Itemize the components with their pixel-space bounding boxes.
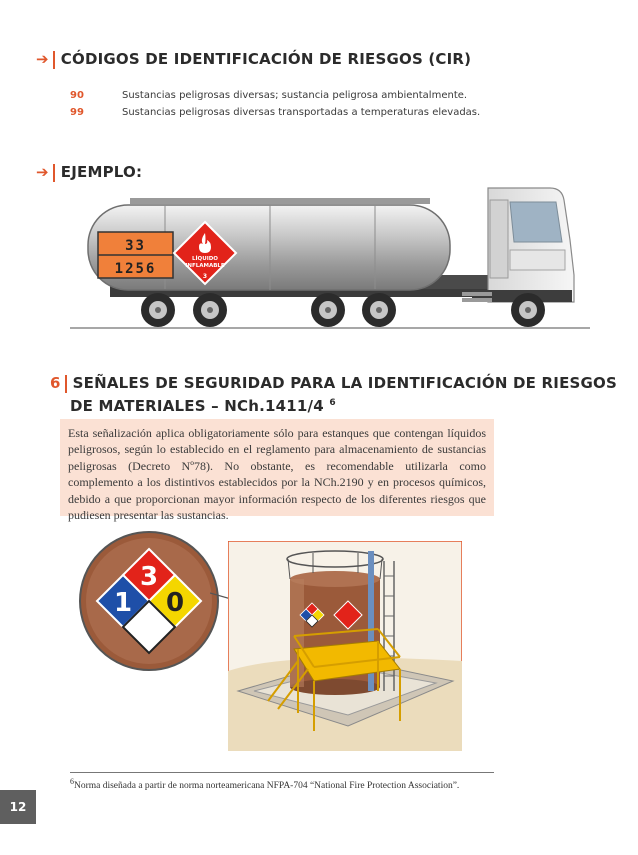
nfpa-reactivity: 0 <box>165 588 185 618</box>
nfpa-flammability: 3 <box>139 562 159 592</box>
storage-tank-illustration <box>228 541 462 751</box>
section6-paragraph: Esta señalización aplica obligatoriamente sólo para estanques que contengan líquidos peligrosos, según lo establecido en el reglamento para almacenamiento de sustancias peligrosas (Decreto Nº78). No obstante, es recomendable utilizarla como complemento a los distintivos establecidos por la NCh.2190 y en procesos químicos, debido a que proporcionan mayor información respecto de los diferentes riesgos que pudiesen presentar las sustancias. <box>60 419 494 516</box>
diamond-line2: INFLAMABLE <box>185 263 225 269</box>
diamond-class: 3 <box>202 273 208 280</box>
page-number: 12 <box>0 790 36 824</box>
cir-code: 90 <box>70 90 84 101</box>
diamond-line1: LÍQUIDO <box>192 256 218 262</box>
section6-title-footnote-mark: 6 <box>329 398 336 408</box>
nfpa-diamond-closeup <box>78 530 220 672</box>
footnote <box>70 777 459 791</box>
section6-heading <box>50 373 617 416</box>
section6-title-line1: SEÑALES DE SEGURIDAD PARA LA IDENTIFICACIÓN DE RIESGOS <box>72 374 617 392</box>
cir-row <box>70 90 467 101</box>
cir-title: CÓDIGOS DE IDENTIFICACIÓN DE RIESGOS (CIR) <box>60 50 472 68</box>
nfpa-health: 1 <box>113 588 133 618</box>
tanker-truck-illustration <box>70 180 590 335</box>
section6-title-line2: DE MATERIALES – NCh.1411/4 <box>70 397 324 415</box>
heading-divider <box>65 375 67 393</box>
footnote-text: Norma diseñada a partir de norma norteamericana NFPA-704 “National Fire Protection Association”. <box>73 781 460 792</box>
cir-code: 99 <box>70 107 84 118</box>
heading-divider <box>53 164 55 182</box>
plate-hazard-code: 33 <box>125 238 146 254</box>
cir-row <box>70 107 480 118</box>
arrow-right-icon: ➔ <box>36 50 49 68</box>
footnote-mark: 6 <box>70 777 74 786</box>
cir-text: Sustancias peligrosas diversas; sustancia peligrosa ambientalmente. <box>122 90 468 101</box>
cir-text: Sustancias peligrosas diversas transportadas a temperaturas elevadas. <box>122 107 481 118</box>
section6-number: 6 <box>50 374 61 392</box>
example-heading <box>36 163 142 182</box>
example-title: EJEMPLO: <box>60 163 143 181</box>
plate-un-number: 1256 <box>114 261 157 277</box>
cir-heading <box>36 50 471 69</box>
heading-divider <box>53 51 55 69</box>
arrow-right-icon: ➔ <box>36 163 49 181</box>
footnote-divider <box>70 772 494 773</box>
